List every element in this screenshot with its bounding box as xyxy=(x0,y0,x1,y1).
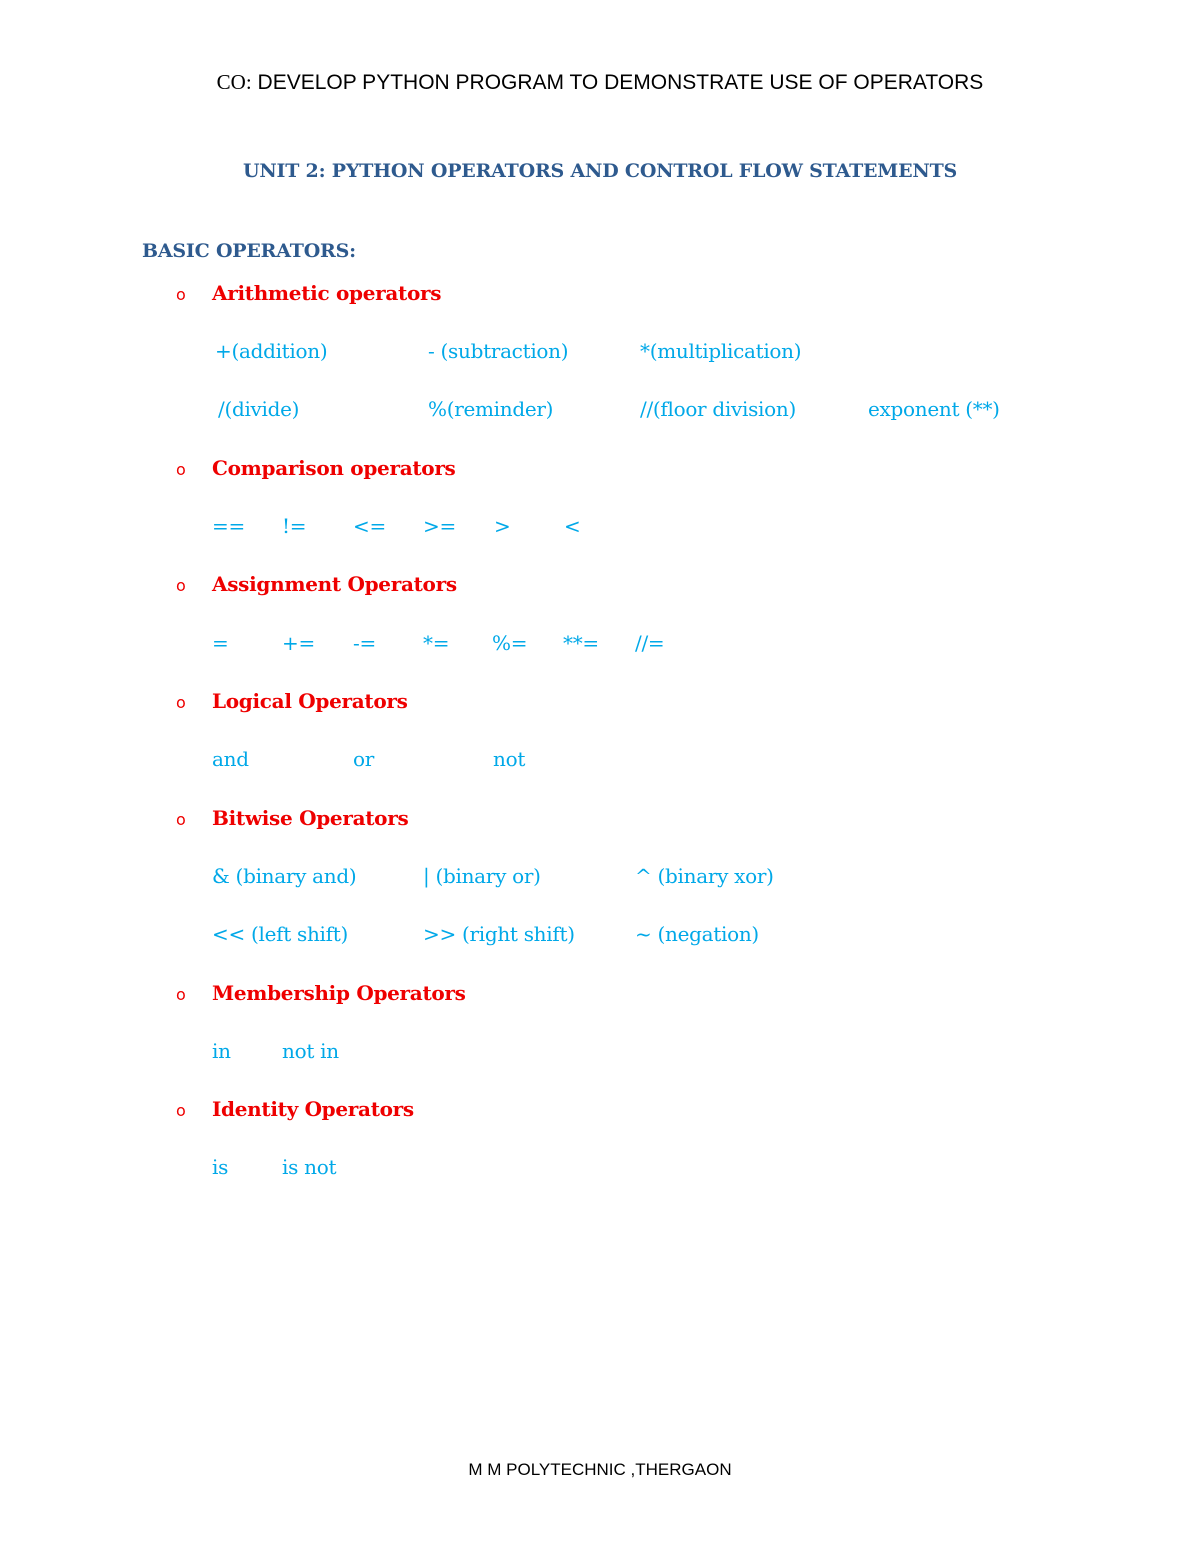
operator-subtraction: - (subtraction) xyxy=(428,339,569,363)
section-title: Membership Operators xyxy=(212,981,466,1005)
section-heading-comparison xyxy=(176,456,456,480)
operator-less: < xyxy=(564,514,581,538)
bullet-icon: o xyxy=(176,985,186,1004)
operator-reminder: %(reminder) xyxy=(428,397,554,421)
section-title: Comparison operators xyxy=(212,456,456,480)
section-title: Logical Operators xyxy=(212,689,408,713)
operator-mul-assign: *= xyxy=(423,631,450,655)
section-title: Bitwise Operators xyxy=(212,806,409,830)
bullet-icon: o xyxy=(176,810,186,829)
operator-is: is xyxy=(212,1155,229,1179)
operator-not-equal: != xyxy=(282,514,307,538)
operator-right-shift: >> (right shift) xyxy=(423,922,575,946)
operator-not: not xyxy=(493,747,526,771)
bullet-icon: o xyxy=(176,460,186,479)
bullet-icon: o xyxy=(176,1101,186,1120)
operator-exponent: exponent (**) xyxy=(868,397,1000,421)
co-prefix: CO: xyxy=(216,70,252,94)
operator-floor-division: //(floor division) xyxy=(640,397,796,421)
operator-pow-assign: **= xyxy=(563,631,599,655)
operator-binary-or: | (binary or) xyxy=(423,864,541,888)
operator-binary-xor: ^ (binary xor) xyxy=(635,864,774,888)
section-heading-identity xyxy=(176,1097,414,1121)
operator-and: and xyxy=(212,747,249,771)
operator-is-not: is not xyxy=(282,1155,337,1179)
section-title: Identity Operators xyxy=(212,1097,414,1121)
section-heading-bitwise xyxy=(176,806,408,830)
section-heading-assignment xyxy=(176,572,457,596)
operator-add-assign: += xyxy=(282,631,315,655)
operator-divide: /(divide) xyxy=(218,397,300,421)
bullet-icon: o xyxy=(176,693,186,712)
operator-in: in xyxy=(212,1039,231,1063)
section-heading-membership xyxy=(176,981,466,1005)
operator-addition: +(addition) xyxy=(215,339,328,363)
operator-less-equal: <= xyxy=(353,514,386,538)
operator-not-in: not in xyxy=(282,1039,339,1063)
operator-greater-equal: >= xyxy=(423,514,456,538)
section-heading-logical xyxy=(176,689,408,713)
operator-negation: ~ (negation) xyxy=(635,922,759,946)
operator-floordiv-assign: //= xyxy=(635,631,665,655)
basic-operators-heading: BASIC OPERATORS: xyxy=(142,240,356,262)
section-title: Arithmetic operators xyxy=(212,281,442,305)
operator-left-shift: << (left shift) xyxy=(212,922,348,946)
operator-or: or xyxy=(353,747,375,771)
co-text: DEVELOP PYTHON PROGRAM TO DEMONSTRATE USE OF OPERATORS xyxy=(251,71,984,94)
operator-multiplication: *(multiplication) xyxy=(640,339,802,363)
bullet-icon: o xyxy=(176,576,186,595)
operator-sub-assign: -= xyxy=(353,631,376,655)
unit-title: UNIT 2: PYTHON OPERATORS AND CONTROL FLOW STATEMENTS xyxy=(242,160,958,182)
section-heading-arithmetic xyxy=(176,281,441,305)
operator-binary-and: & (binary and) xyxy=(212,864,357,888)
section-title: Assignment Operators xyxy=(212,572,457,596)
operator-assign: = xyxy=(212,631,229,655)
page-footer: M M POLYTECHNIC ,THERGAON xyxy=(468,1460,732,1479)
operator-mod-assign: %= xyxy=(492,631,528,655)
operator-equal: == xyxy=(212,514,245,538)
course-outcome-line xyxy=(0,70,1200,95)
bullet-icon: o xyxy=(176,285,186,304)
operator-greater: > xyxy=(494,514,511,538)
